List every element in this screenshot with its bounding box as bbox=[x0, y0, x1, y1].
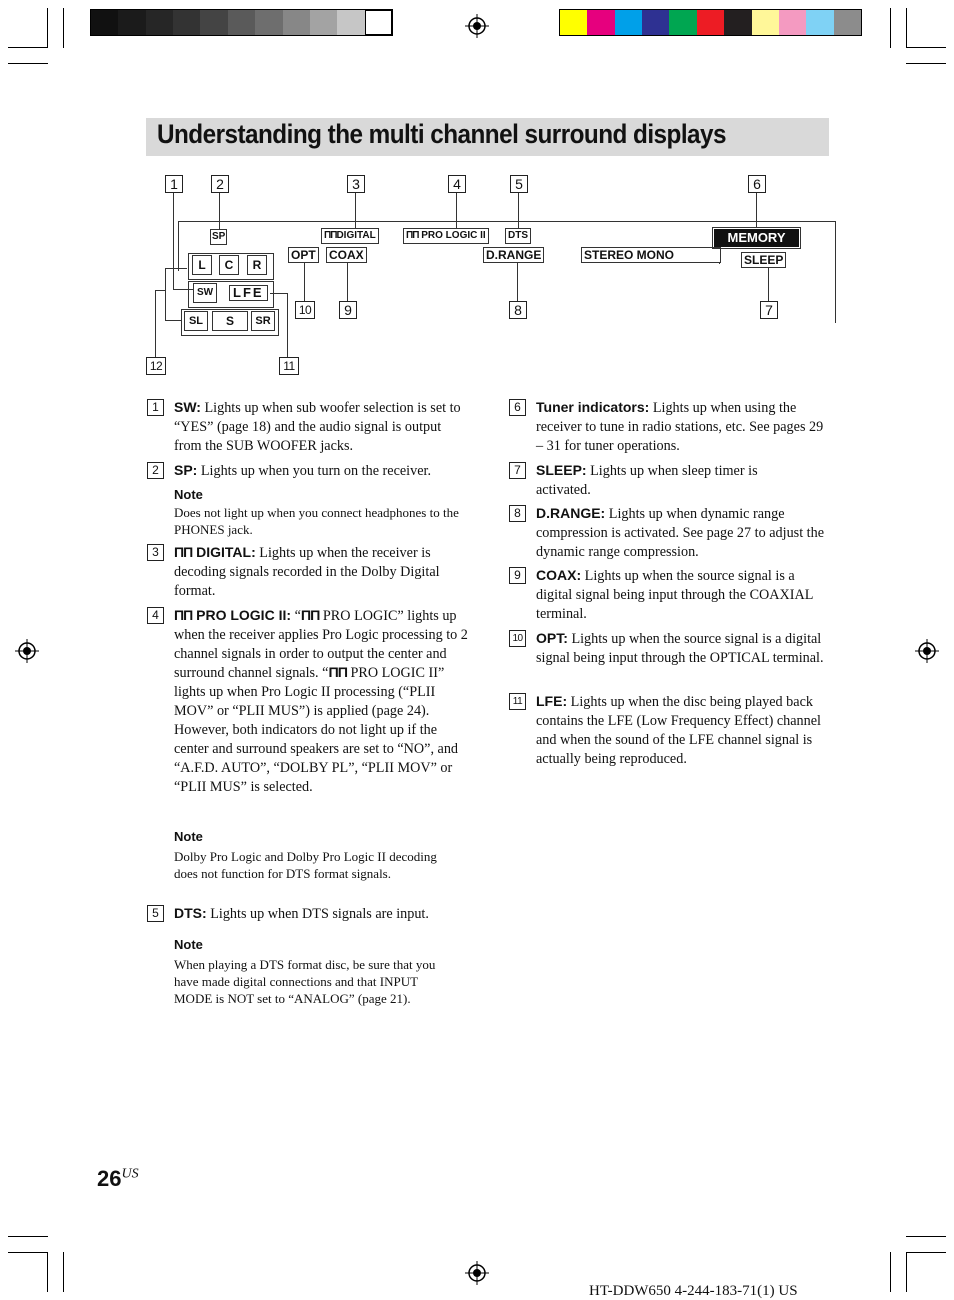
crop-mark bbox=[8, 47, 48, 48]
speaker-l: L bbox=[192, 255, 212, 275]
grayscale-bar bbox=[90, 9, 393, 36]
color-swatch bbox=[669, 10, 696, 35]
color-swatch bbox=[724, 10, 751, 35]
entry-4: 4 ΠΠ PRO LOGIC II: “ΠΠ PRO LOGIC” lights up when the receiver applies Pro Logic processing to 2 channel signals in order to output the center and surround channel signals. “ΠΠ PRO LOGIC II” lights up when Pro Logic II processing (“PLII MOV” or “PLII MUS”) is applied (page 24). However, both indicators do not light up if the center and surround speakers are set to “NO”, and “A.F.D. AUTO”, “DOLBY PL”, “PLII MOV” or “PLII MUS” is selected. bbox=[147, 606, 469, 797]
entry-7: 7 SLEEP: Lights up when sleep timer is activated. bbox=[509, 461, 831, 500]
speaker-r: R bbox=[247, 255, 267, 275]
pro-logic-indicator: ΠΠ PRO LOGIC II bbox=[403, 228, 489, 244]
gray-swatch bbox=[200, 10, 227, 35]
crop-mark bbox=[8, 1252, 48, 1253]
gray-swatch bbox=[255, 10, 282, 35]
note-text: When playing a DTS format disc, be sure that you have made digital connections and that INPUT MODE is NOT set to “ANALOG” (page 21). bbox=[174, 957, 436, 1006]
gray-swatch bbox=[283, 10, 310, 35]
stereo-mono-indicator: STEREO MONO bbox=[581, 247, 721, 263]
entry-11: 11 LFE: Lights up when the disc being played back contains the LFE (Low Frequency Effect) channel and when the sound of the LFE channel signal is actually being reproduced. bbox=[509, 692, 831, 769]
digital-indicator: ΠΠDIGITAL bbox=[321, 228, 379, 244]
note-text: Dolby Pro Logic and Dolby Pro Logic II decoding does not function for DTS format signals. bbox=[174, 849, 437, 881]
color-swatch bbox=[697, 10, 724, 35]
entry-1: 1 SW: Lights up when sub woofer selection is set to “YES” (page 18) and the audio signal is output from the SUB WOOFER jacks. bbox=[147, 398, 469, 456]
entry-10: 10 OPT: Lights up when the source signal is a digital signal being input through the OPTICAL terminal. bbox=[509, 629, 831, 668]
registration-mark-icon bbox=[15, 639, 39, 663]
crop-mark bbox=[8, 1236, 48, 1237]
callout-5: 5 bbox=[510, 175, 528, 193]
callout-9: 9 bbox=[339, 301, 357, 319]
sleep-indicator: SLEEP bbox=[741, 252, 786, 268]
memory-indicator: MEMORY bbox=[714, 229, 799, 247]
gray-swatch bbox=[91, 10, 118, 35]
speaker-s: S bbox=[212, 311, 248, 331]
entry-3: 3 ΠΠ DIGITAL: Lights up when the receiver is decoding signals recorded in the Dolby Digital format. bbox=[147, 543, 469, 601]
entry-9: 9 COAX: Lights up when the source signal is a digital signal being input through the COAXIAL terminal. bbox=[509, 566, 831, 624]
callout-8: 8 bbox=[509, 301, 527, 319]
gray-swatch bbox=[173, 10, 200, 35]
color-swatch bbox=[806, 10, 833, 35]
note-text: Does not light up when you connect headphones to the PHONES jack. bbox=[174, 505, 459, 537]
callout-3: 3 bbox=[347, 175, 365, 193]
crop-mark bbox=[906, 1236, 946, 1237]
crop-mark bbox=[8, 63, 48, 64]
lfe-indicator: LFE bbox=[229, 285, 268, 301]
registration-mark-icon bbox=[465, 14, 489, 38]
gray-swatch bbox=[310, 10, 337, 35]
crop-mark bbox=[906, 8, 907, 48]
speaker-sl: SL bbox=[184, 311, 208, 331]
crop-mark bbox=[890, 1252, 891, 1292]
crop-mark bbox=[63, 8, 64, 48]
gray-swatch bbox=[337, 10, 364, 35]
callout-10: 10 bbox=[295, 301, 315, 319]
callout-1: 1 bbox=[165, 175, 183, 193]
coax-indicator: COAX bbox=[326, 247, 367, 263]
crop-mark bbox=[63, 1252, 64, 1292]
crop-mark bbox=[906, 1252, 946, 1253]
sw-indicator: SW bbox=[193, 283, 217, 303]
note-heading: Note bbox=[174, 937, 203, 952]
callout-2: 2 bbox=[211, 175, 229, 193]
callout-7: 7 bbox=[760, 301, 778, 319]
color-swatch bbox=[834, 10, 861, 35]
color-swatch bbox=[560, 10, 587, 35]
color-swatch bbox=[779, 10, 806, 35]
footer-model-code: HT-DDW650 4-244-183-71(1) US bbox=[589, 1283, 798, 1299]
entry-8: 8 D.RANGE: Lights up when dynamic range compression is activated. See page 27 to adjust the dynamic range compression. bbox=[509, 504, 831, 562]
note-heading: Note bbox=[174, 829, 203, 844]
page-number: $26^{US}$ bbox=[97, 1166, 139, 1191]
crop-mark bbox=[906, 1252, 907, 1292]
color-swatch bbox=[752, 10, 779, 35]
gray-swatch bbox=[365, 10, 392, 35]
callout-11: 11 bbox=[279, 357, 299, 375]
callout-12: 12 bbox=[146, 357, 166, 375]
color-bar bbox=[559, 9, 862, 36]
dolby-icon: ΠΠ bbox=[324, 230, 337, 241]
registration-mark-icon bbox=[915, 639, 939, 663]
crop-mark bbox=[906, 63, 946, 64]
dolby-icon: ΠΠ bbox=[300, 608, 320, 624]
dts-indicator: DTS bbox=[505, 228, 531, 244]
crop-mark bbox=[890, 8, 891, 48]
crop-mark bbox=[906, 47, 946, 48]
dolby-icon: ΠΠ bbox=[174, 607, 193, 623]
note-heading: Note bbox=[174, 487, 203, 502]
dolby-icon: ΠΠ bbox=[406, 230, 419, 241]
gray-swatch bbox=[228, 10, 255, 35]
crop-mark bbox=[47, 8, 48, 48]
speaker-sr: SR bbox=[251, 311, 275, 331]
entry-2: 2 SP: Lights up when you turn on the receiver. bbox=[147, 461, 469, 481]
dolby-icon: ΠΠ bbox=[174, 544, 193, 560]
entry-6: 6 Tuner indicators: Lights up when using the receiver to tune in radio stations, etc. See pages 29 – 31 for tuner operations. bbox=[509, 398, 831, 456]
callout-4: 4 bbox=[448, 175, 466, 193]
crop-mark bbox=[47, 1252, 48, 1292]
drange-indicator: D.RANGE bbox=[483, 247, 544, 263]
speaker-c: C bbox=[219, 255, 239, 275]
page-title: Understanding the multi channel surround displays bbox=[157, 119, 726, 149]
gray-swatch bbox=[146, 10, 173, 35]
callout-6: 6 bbox=[748, 175, 766, 193]
color-swatch bbox=[642, 10, 669, 35]
gray-swatch bbox=[118, 10, 145, 35]
opt-indicator: OPT bbox=[288, 247, 319, 263]
dolby-icon: ΠΠ bbox=[328, 665, 347, 681]
sp-indicator: SP bbox=[210, 229, 227, 245]
entry-5: 5 DTS: Lights up when DTS signals are input. bbox=[147, 904, 469, 924]
color-swatch bbox=[615, 10, 642, 35]
color-swatch bbox=[587, 10, 614, 35]
registration-mark-icon bbox=[465, 1261, 489, 1285]
